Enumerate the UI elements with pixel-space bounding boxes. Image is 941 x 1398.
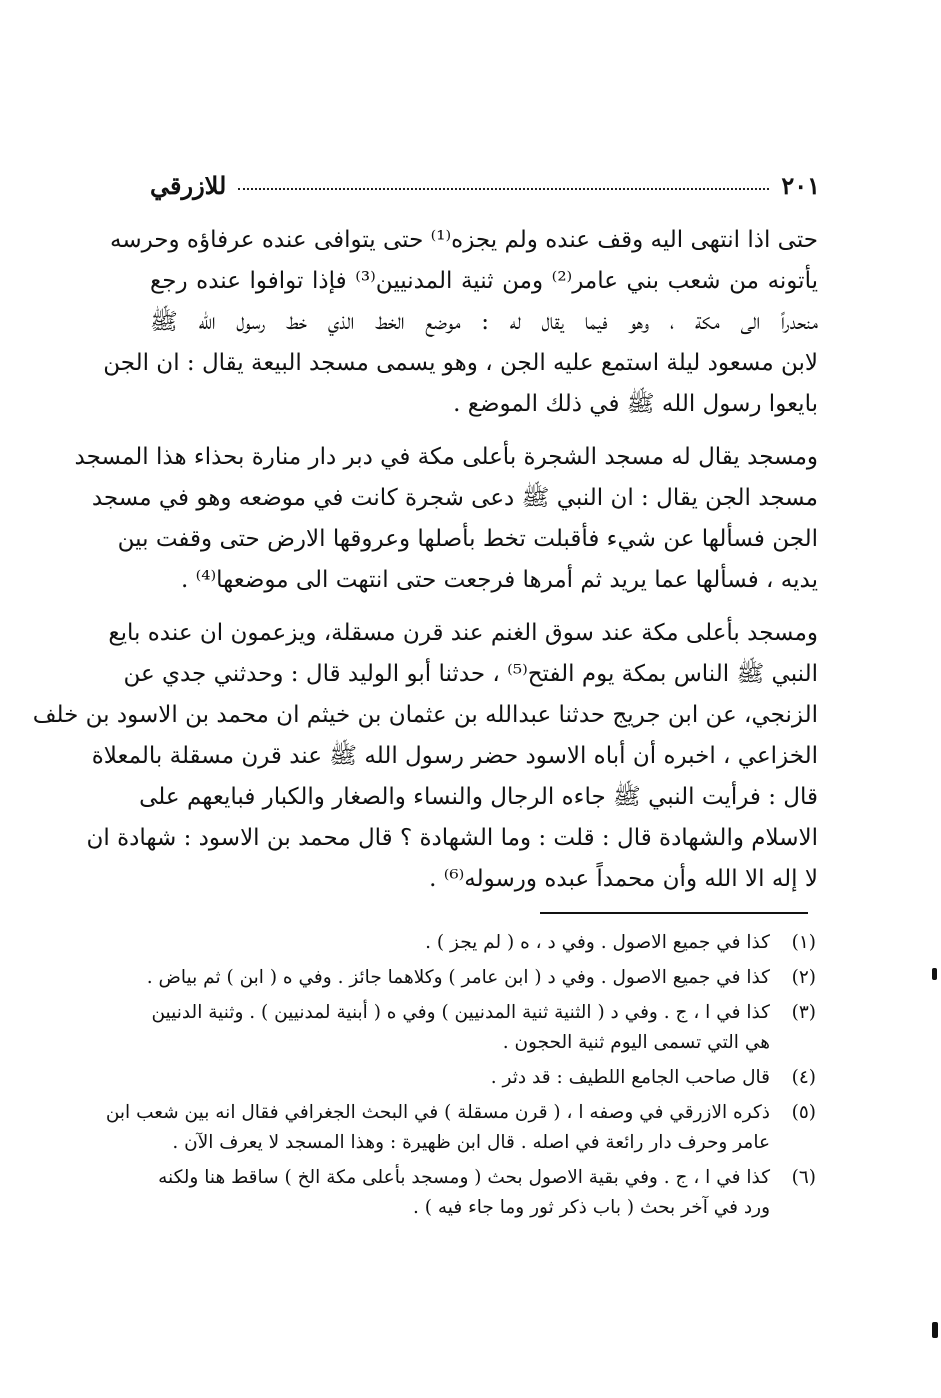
footnote-text: هي التي تسمى اليوم ثنية الحجون . <box>502 1032 770 1053</box>
footnote-text: كذا في جميع الاصول . وفي د ، ه ( لم يجز ) . <box>425 932 770 953</box>
text-line: لابن مسعود ليلة استمع عليه الجن ، وهو يسمى مسجد البيعة يقال : ان الجن <box>103 350 818 376</box>
footnote-number: (٦) <box>791 1167 816 1188</box>
footnote <box>148 963 816 993</box>
scan-speck <box>932 1322 938 1338</box>
footnote <box>105 1098 816 1158</box>
text-line: بايعوا رسول الله ﷺ في ذلك الموضع . <box>453 391 818 417</box>
footnote-text: ورد في آخر بحث ( باب ذكر ثور وما جاء فيه ) . <box>413 1197 770 1218</box>
text-line: الاسلام والشهادة قال : قلت : وما الشهادة ؟ قال محمد بن الاسود : شهادة ان <box>86 825 818 851</box>
text-line: الخزاعي ، اخبره أن أباه الاسود حضر رسول الله ﷺ عند قرن مسقلة بالمعلاة <box>91 743 818 769</box>
footnote <box>148 998 816 1058</box>
text-line: يديه ، فسألها عما يريد ثم أمرها فرجعت حتى انتهت الى موضعها⁽⁴⁾ . <box>180 567 818 593</box>
footnote-text: عامر وحرف دار رائعة في اصله . قال ابن ظهيرة : وهذا المسجد لا يعرف الآن . <box>172 1132 770 1153</box>
paragraph <box>32 613 818 900</box>
footnote-number: (٤) <box>791 1067 816 1088</box>
text-line: الجن فسألها عن شيء فأقبلت تخط بأصلها وعروقها الارض حتى وقفت بين <box>117 526 818 552</box>
footnote-number: (٢) <box>791 967 816 988</box>
text-line: مسجد الجن يقال : ان النبي ﷺ دعى شجرة كانت في موضعه وهو في مسجد <box>91 485 818 511</box>
page-number: ٢٠١ <box>781 170 820 200</box>
text-line: لا إله الا الله وأن محمداً عبده ورسوله⁽⁶⁾ . <box>429 866 818 892</box>
header-dotted-rule <box>238 188 769 190</box>
scan-speck <box>932 968 937 980</box>
footnote-number: (١) <box>791 932 816 953</box>
footnote-number: (٣) <box>791 1002 816 1023</box>
paragraph <box>103 220 818 425</box>
footnote-text: كذا في ا ، ج . وفي بقية الاصول بحث ( ومسجد بأعلى مكة الخ ) ساقط هنا ولكنه <box>158 1167 770 1188</box>
footnote-text: كذا في جميع الاصول . وفي د ( ابن عامر ) وكلاهما جائز . وفي ه ( ابن ) ثم بياض . <box>146 967 770 988</box>
footnote <box>148 1063 816 1093</box>
footnote-text: ذكره الازرقي في وصفه ا ، ( قرن مسقلة ) في البحث الجغرافي فقال انه بين شعب ابن <box>105 1102 770 1123</box>
text-line: ومسجد بأعلى مكة عند سوق الغنم عند قرن مسقلة، ويزعمون ان عنده بايع <box>108 620 818 646</box>
footnote <box>148 1163 816 1223</box>
running-title: للازرقي <box>150 170 227 200</box>
text-line: النبي ﷺ الناس بمكة يوم الفتح⁽⁵⁾ ، حدثنا أبو الوليد قال : وحدثني جدي عن <box>123 661 818 687</box>
footnote <box>148 928 816 958</box>
text-line: منحدراً الى مكة ، وهو فيما يقال له : موضع الخط الذي خط رسول الله ﷺ <box>150 309 818 335</box>
footnotes <box>105 928 816 1228</box>
page-header <box>150 168 820 202</box>
footnote-text: كذا في ا ، ج . وفي د ( الثنية ثنية المدنيين ) وفي ه ( أبنية لمدنيين ) . وثنية الدنيين <box>151 1002 770 1023</box>
text-line: الزنجي، عن ابن جريج حدثنا عبدالله بن عثمان بن خيثم ان محمد بن الاسود بن خلف <box>32 702 818 728</box>
main-text <box>32 220 818 912</box>
text-line: حتى اذا انتهى اليه وقف عنده ولم يجزه⁽¹⁾ حتى يتوافى عنده عرفاؤه وحرسه <box>110 227 818 253</box>
text-line: قال : فرأيت النبي ﷺ جاءه الرجال والنساء والصغار والكبار فبايعهم على <box>139 784 818 810</box>
text-line: ومسجد يقال له مسجد الشجرة بأعلى مكة في دبر دار منارة بحذاء هذا المسجد <box>74 444 818 470</box>
footnote-number: (٥) <box>791 1102 816 1123</box>
footnote-separator <box>540 912 808 914</box>
text-line: يأتونه من شعب بني عامر⁽²⁾ ومن ثنية المدنيين⁽³⁾ فإذا توافوا عنده رجع <box>150 268 818 294</box>
footnote-text: قال صاحب الجامع اللطيف : قد دثر . <box>490 1067 770 1088</box>
paragraph <box>74 437 818 601</box>
